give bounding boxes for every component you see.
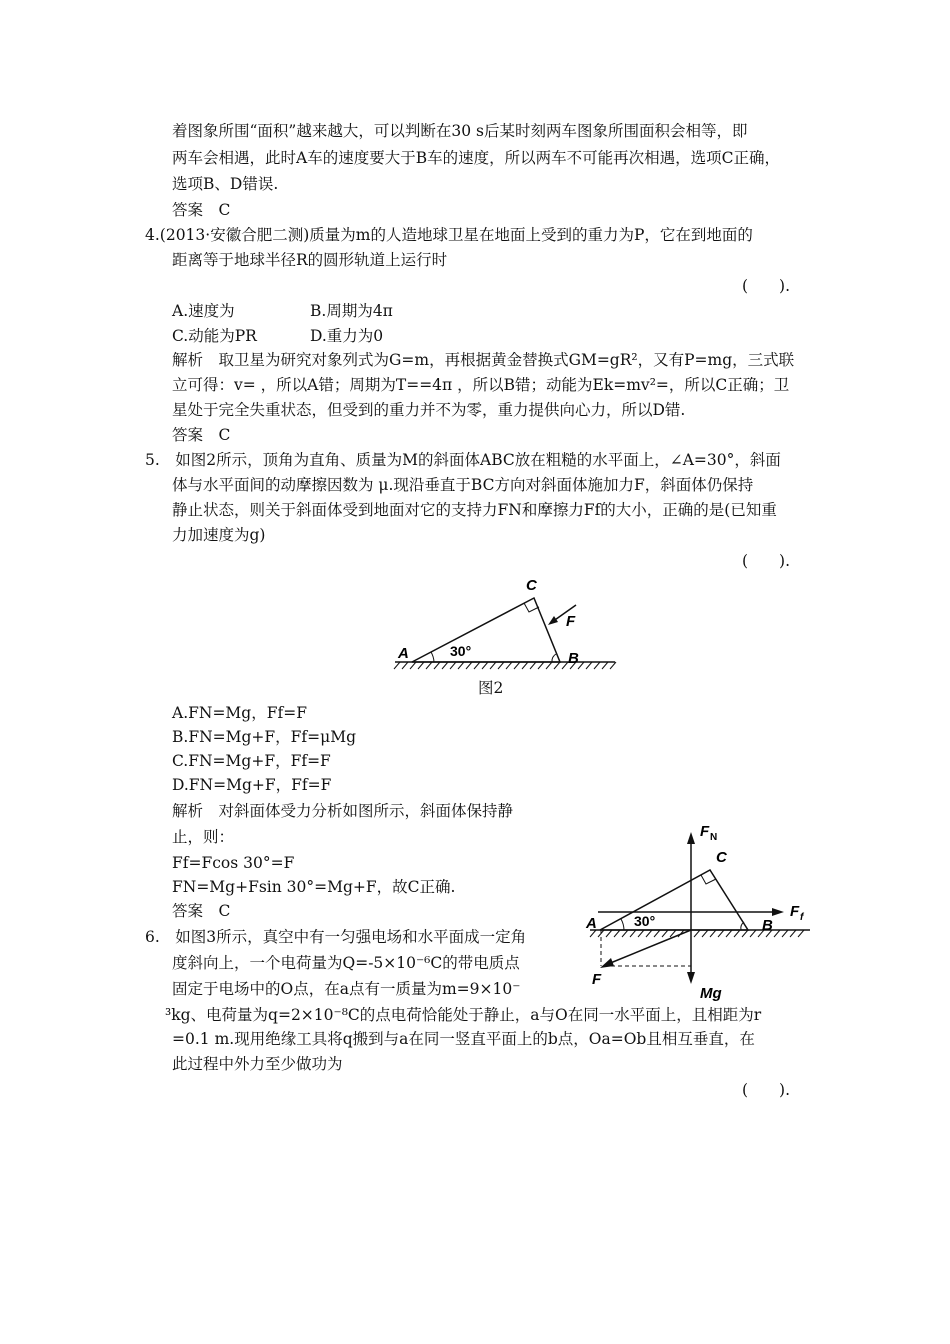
q5-stem-line-1: 5. 如图2所示，顶角为直角、质量为M的斜面体ABC放在粗糙的水平面上，∠A=30°，斜面 <box>145 451 781 469</box>
q5-option-d: D.FN=Mg+F，Ff=F <box>172 776 332 794</box>
fd-force-f-line <box>608 930 691 964</box>
figure-2-caption: 图2 <box>478 679 504 697</box>
intro-line-2: 两车会相遇，此时A车的速度要大于B车的速度，所以两车不可能再次相遇，选项C正确， <box>172 149 780 167</box>
figure-2-incline <box>390 570 620 670</box>
label-c: C <box>526 577 537 594</box>
q5-analysis-line-4: FN=Mg+Fsin 30°=Mg+F，故C正确. <box>172 878 456 896</box>
fd-label-fn-sub: N <box>710 832 718 843</box>
fd-label-f: F <box>592 971 602 988</box>
q4-answer-bracket: ( ). <box>742 277 791 295</box>
q4-analysis-line-2: 立可得：v= ，所以A错；周期为T==4π ，所以B错；动能为Ek=mv²=，所以C正确；卫 <box>172 376 790 394</box>
label-a: A <box>398 645 409 662</box>
fd-angle-arc-a <box>621 919 624 930</box>
q5-analysis-line-3: Ff=Fcos 30°=F <box>172 854 295 872</box>
q4-option-b: B.周期为4π <box>310 302 393 320</box>
fd-label-ff-sub: f <box>800 912 804 923</box>
label-b: B <box>568 650 579 667</box>
angle-arc-a <box>431 652 434 662</box>
intro-line-1: 着图象所围“面积”越来越大，可以判断在30 s后某时刻两车图象所围面积会相等，即 <box>172 122 748 140</box>
q6-stem-line-1: 6. 如图3所示，真空中有一匀强电场和水平面成一定角 <box>145 928 527 946</box>
q5-option-b: B.FN=Mg+F，Ff=μMg <box>172 728 357 746</box>
q6-stem-line-3: 固定于电场中的O点，在a点有一质量为m=9×10⁻ <box>172 980 521 998</box>
fd-label-angle: 30° <box>634 913 656 929</box>
q6-answer-bracket: ( ). <box>742 1081 791 1099</box>
q6-stem-line-4: ³kg、电荷量为q=2×10⁻⁸C的点电荷恰能处于静止，a与O在同一水平面上，且相距为r <box>165 1006 762 1024</box>
q6-stem-line-2: 度斜向上，一个电荷量为Q=-5×10⁻⁶C的带电质点 <box>172 954 520 972</box>
fd-label-c: C <box>716 849 727 866</box>
q5-option-a: A.FN=Mg，Ff=F <box>172 704 307 722</box>
fd-label-mg: Mg <box>700 985 722 1002</box>
q6-stem-line-5: =0.1 m.现用绝缘工具将q搬到与a在同一竖直平面上的b点，Oa=Ob且相互垂直，在 <box>172 1030 755 1048</box>
fd-label-ff: F <box>790 903 800 920</box>
force-diagram <box>578 818 818 1004</box>
fd-ff-arrowhead <box>772 908 784 916</box>
q4-option-c: C.动能为PR <box>172 327 257 345</box>
q5-stem-line-3: 静止状态，则关于斜面体受到地面对它的支持力FN和摩擦力Ff的大小，正确的是(已知重 <box>172 501 777 519</box>
intro-answer: 答案 C <box>172 201 231 219</box>
label-angle: 30° <box>450 643 472 659</box>
intro-line-3: 选项B、D错误. <box>172 175 279 193</box>
q4-stem-line-1: 4.(2013·安徽合肥二测)质量为m的人造地球卫星在地面上受到的重力为P，它在到地面的 <box>145 226 753 244</box>
q4-option-d: D.重力为0 <box>310 327 384 345</box>
q5-stem-line-2: 体与水平面间的动摩擦因数为 μ.现沿垂直于BC方向对斜面体施加力F，斜面体仍保持 <box>172 476 754 494</box>
angle-arc-b <box>552 654 556 662</box>
q5-option-c: C.FN=Mg+F，Ff=F <box>172 752 331 770</box>
q4-analysis-line-3: 星处于完全失重状态，但受到的重力并不为零，重力提供向心力，所以D错. <box>172 401 686 419</box>
force-f-arrowhead <box>548 616 558 625</box>
q4-analysis-line-1: 解析 取卫星为研究对象列式为G=m，再根据黄金替换式GM=gR²，又有P=mg，三式联 <box>172 351 795 369</box>
fd-label-fn: F <box>700 823 710 840</box>
fd-label-a: A <box>586 915 597 932</box>
q4-stem-line-2: 距离等于地球半径R的圆形轨道上运行时 <box>172 251 448 269</box>
q6-stem-line-6: 此过程中外力至少做功为 <box>172 1055 343 1073</box>
q5-answer: 答案 C <box>172 902 231 920</box>
q4-answer: 答案 C <box>172 426 231 444</box>
label-f: F <box>566 613 576 630</box>
fd-fn-arrowhead <box>687 832 695 844</box>
q5-stem-line-4: 力加速度为g) <box>172 526 266 544</box>
q4-option-a: A.速度为 <box>172 302 235 320</box>
fd-mg-arrowhead <box>687 972 695 984</box>
ground-hatching <box>394 662 616 669</box>
q5-analysis-line-2: 止，则： <box>172 828 235 846</box>
q5-analysis-line-1: 解析 对斜面体受力分析如图所示，斜面体保持静 <box>172 802 514 820</box>
q5-answer-bracket: ( ). <box>742 552 791 570</box>
fd-label-b: B <box>762 917 773 934</box>
